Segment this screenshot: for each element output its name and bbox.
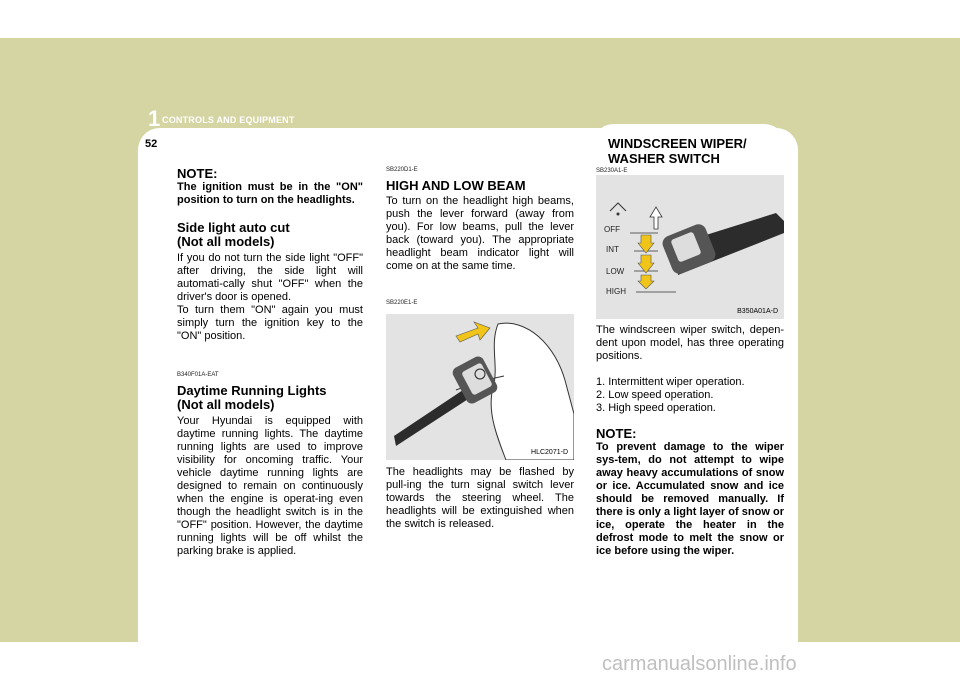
drl-text: Your Hyundai is equipped with daytime running lights. The daytime running lights are used to improve visibility for oncoming traffic. Your vehicle daytime running lights are designed to remain on continuously when the engine is operat-ing even though the headlight switch is in the "OFF" position. However, the daytime running lights will be off whilst the parking brake is applied. — [177, 415, 363, 557]
wiper-label-int: INT — [606, 245, 619, 254]
side-light-para-1: If you do not turn the side light "OFF" after driving, the side light will automati-cally shut "OFF" when the driver's door is opened. — [177, 252, 363, 303]
flash-text: The headlights may be flashed by pull-ing the turn signal switch lever towards the steering wheel. The headlights will be extinguished when the switch is released. — [386, 466, 574, 530]
lever-hand-illustration — [386, 314, 574, 460]
wiper-item-3: 3. High speed operation. — [596, 402, 716, 414]
column-2 — [386, 164, 574, 326]
wiper-item-2: 2. Low speed operation. — [596, 389, 714, 401]
note-heading: NOTE: — [177, 166, 218, 181]
flash-code: SB220E1-E — [386, 300, 418, 306]
page-number: 52 — [145, 138, 158, 150]
side-light-heading-1: Side light auto cut — [177, 220, 290, 235]
beam-text: To turn on the headlight high beams, push the lever forward (away from you). For low beams, pull the lever back (toward you). The appropriate headlight beam indicator light will come on at the same time. — [386, 195, 574, 272]
wiper-title-line-1: WINDSCREEN WIPER/ — [608, 136, 747, 151]
drl-code: B340F01A-EAT — [177, 372, 219, 378]
note-text: The ignition must be in the "ON" position to turn on the headlights. — [177, 181, 363, 206]
headlight-flash-figure — [386, 314, 574, 460]
beam-code: SB220D1-E — [386, 167, 418, 173]
wiper-label-high: HIGH — [606, 287, 626, 296]
wiper-section-title — [608, 136, 778, 166]
flash-figure-code: HLC2071-D — [531, 449, 568, 456]
drl-heading-1: Daytime Running Lights — [177, 383, 327, 398]
chapter-number: 1 — [148, 106, 161, 131]
wiper-label-low: LOW — [606, 267, 625, 276]
wiper-note-heading: NOTE: — [596, 426, 637, 441]
drl-heading-2: (Not all models) — [177, 397, 275, 412]
flash-text-block — [386, 466, 574, 531]
wiper-title-line-2: WASHER SWITCH — [608, 151, 720, 166]
wiper-note-text: To prevent damage to the wiper sys-tem, do not attempt to wipe away heavy accumulations of snow or ice. Accumulated snow and ice should be removed manually. If there is only a light layer of snow or ice, operate the heater in the defrost mode to melt the snow or ice before using the wiper. — [596, 441, 784, 557]
wiper-intro: The windscreen wiper switch, depen-dent upon model, has three operating positions. — [596, 324, 784, 362]
section-title: CONTROLS AND EQUIPMENT — [162, 115, 295, 125]
watermark-text: carmanualsonline.info — [602, 653, 797, 675]
column-3-text — [596, 324, 784, 558]
wiper-item-1: 1. Intermittent wiper operation. — [596, 376, 745, 388]
wiper-figure-code: B350A01A-D — [737, 308, 778, 315]
wiper-label-off: OFF — [604, 225, 620, 234]
wiper-switch-figure — [596, 175, 784, 319]
beam-heading: HIGH AND LOW BEAM — [386, 178, 526, 193]
column-1 — [177, 167, 363, 558]
side-light-heading-2: (Not all models) — [177, 234, 275, 249]
wiper-code: SB230A1-E — [596, 168, 628, 174]
side-light-para-2: To turn them "ON" again you must simply turn the ignition key to the "ON" position. — [177, 304, 363, 342]
wiper-lever-illustration — [596, 175, 784, 319]
